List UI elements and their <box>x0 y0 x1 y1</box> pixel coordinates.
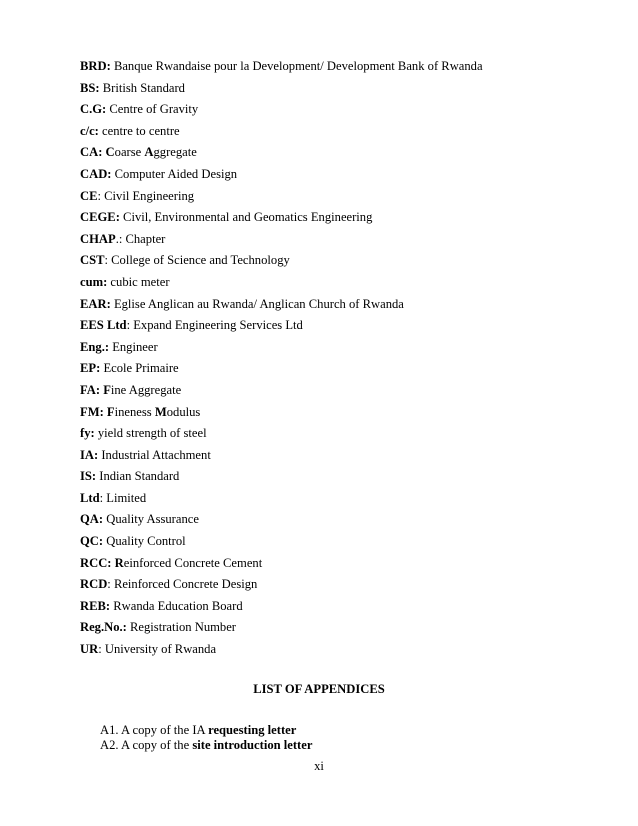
abbreviation-entry <box>80 358 600 380</box>
bold-text: RCD <box>80 577 108 592</box>
abbreviation-entry <box>80 509 600 531</box>
abbreviation-entry <box>80 142 600 164</box>
text: Rwanda Education Board <box>110 598 243 613</box>
abbreviation-entry <box>80 531 600 553</box>
text: : Expand Engineering Services Ltd <box>126 318 303 333</box>
text: : College of Science and Technology <box>104 253 290 268</box>
abbreviation-entry <box>80 380 600 402</box>
bold-text: c/c: <box>80 123 99 138</box>
bold-text: BRD: <box>80 59 111 73</box>
bold-text: IS: <box>80 469 97 484</box>
text: Engineer <box>109 339 158 354</box>
abbreviation-entry <box>80 207 600 229</box>
bold-text: A <box>144 145 154 160</box>
bold-text: cum: <box>80 274 108 289</box>
bold-text: QC: <box>80 534 104 549</box>
bold-text: C.G: <box>80 102 107 117</box>
appendices-list <box>100 723 312 753</box>
abbreviation-entry <box>80 56 600 78</box>
bold-text: REB: <box>80 598 111 613</box>
text: .: Chapter <box>115 231 166 246</box>
abbreviation-entry <box>80 445 600 467</box>
text: cubic meter <box>107 274 170 289</box>
text: : Limited <box>99 490 147 505</box>
abbreviations-list <box>80 56 600 661</box>
bold-text: UR <box>80 642 99 657</box>
appendix-entry <box>100 723 312 738</box>
bold-text: Reg.No.: <box>80 620 127 635</box>
abbreviation-entry <box>80 596 600 618</box>
abbreviation-entry <box>80 553 600 575</box>
abbreviation-entry <box>80 229 600 251</box>
abbreviation-entry <box>80 402 600 424</box>
abbreviation-entry <box>80 121 600 143</box>
text: British Standard <box>99 80 185 95</box>
bold-text: requesting letter <box>208 723 297 737</box>
text: Eglise Anglican au Rwanda/ Anglican Church of Rwanda <box>110 296 404 311</box>
abbreviation-entry <box>80 78 600 100</box>
text: A2. A copy of the <box>100 738 193 752</box>
page-number: xi <box>314 759 324 773</box>
bold-text: fy: <box>80 426 95 441</box>
text: Civil, Environmental and Geomatics Engineering <box>119 210 373 225</box>
bold-text: Eng.: <box>80 339 110 354</box>
abbreviation-entry <box>80 99 600 121</box>
text: A1. A copy of the IA <box>100 723 209 737</box>
bold-text: EP: <box>80 361 101 376</box>
text: : Civil Engineering <box>97 188 195 203</box>
text: ggregate <box>153 145 197 160</box>
bold-text: CHAP <box>80 231 116 246</box>
bold-text: IA: <box>80 447 99 462</box>
bold-text: CE <box>80 188 98 203</box>
bold-text: CEGE: <box>80 210 120 225</box>
bold-text: FM: F <box>80 404 115 419</box>
bold-text: QA: <box>80 512 104 527</box>
bold-text: site introduction letter <box>192 738 313 752</box>
bold-text: EAR: <box>80 296 111 311</box>
abbreviation-entry <box>80 639 600 661</box>
bold-text: FA: F <box>80 382 111 397</box>
text: oarse <box>114 145 145 160</box>
bold-text: Ltd <box>80 490 100 505</box>
text: Quality Control <box>103 534 186 549</box>
text: yield strength of steel <box>94 426 207 441</box>
abbreviation-entry <box>80 294 600 316</box>
text: Industrial Attachment <box>98 447 211 462</box>
abbreviation-entry <box>80 337 600 359</box>
text: Quality Assurance <box>103 512 199 527</box>
bold-text: EES Ltd <box>80 318 127 333</box>
abbreviation-entry <box>80 250 600 272</box>
text: centre to centre <box>98 123 180 138</box>
text: Computer Aided Design <box>111 166 238 181</box>
text: ineness <box>114 404 155 419</box>
abbreviation-entry <box>80 466 600 488</box>
text: odulus <box>166 404 201 419</box>
abbreviation-entry <box>80 272 600 294</box>
bold-text: RCC: R <box>80 555 124 570</box>
abbreviation-entry <box>80 617 600 639</box>
abbreviation-entry <box>80 186 600 208</box>
appendices-heading: LIST OF APPENDICES <box>253 682 385 696</box>
text: : Reinforced Concrete Design <box>107 577 258 592</box>
abbreviation-entry <box>80 315 600 337</box>
abbreviation-entry <box>80 164 600 186</box>
bold-text: CAD: <box>80 166 112 181</box>
bold-text: BS: <box>80 80 100 95</box>
bold-text: CA: C <box>80 145 115 160</box>
text: Centre of Gravity <box>106 102 199 117</box>
text: einforced Concrete Cement <box>123 555 263 570</box>
abbreviation-entry <box>80 488 600 510</box>
text: Registration Number <box>126 620 237 635</box>
abbreviation-entry <box>80 423 600 445</box>
text: : University of Rwanda <box>98 642 217 657</box>
bold-text: M <box>154 404 167 419</box>
text: Ecole Primaire <box>100 361 179 376</box>
abbreviation-entry <box>80 574 600 596</box>
text: Banque Rwandaise pour la Development/ Development Bank of Rwanda <box>110 59 483 73</box>
appendix-entry <box>100 738 312 753</box>
text: ine Aggregate <box>110 382 182 397</box>
text: Indian Standard <box>96 469 180 484</box>
bold-text: CST <box>80 253 105 268</box>
